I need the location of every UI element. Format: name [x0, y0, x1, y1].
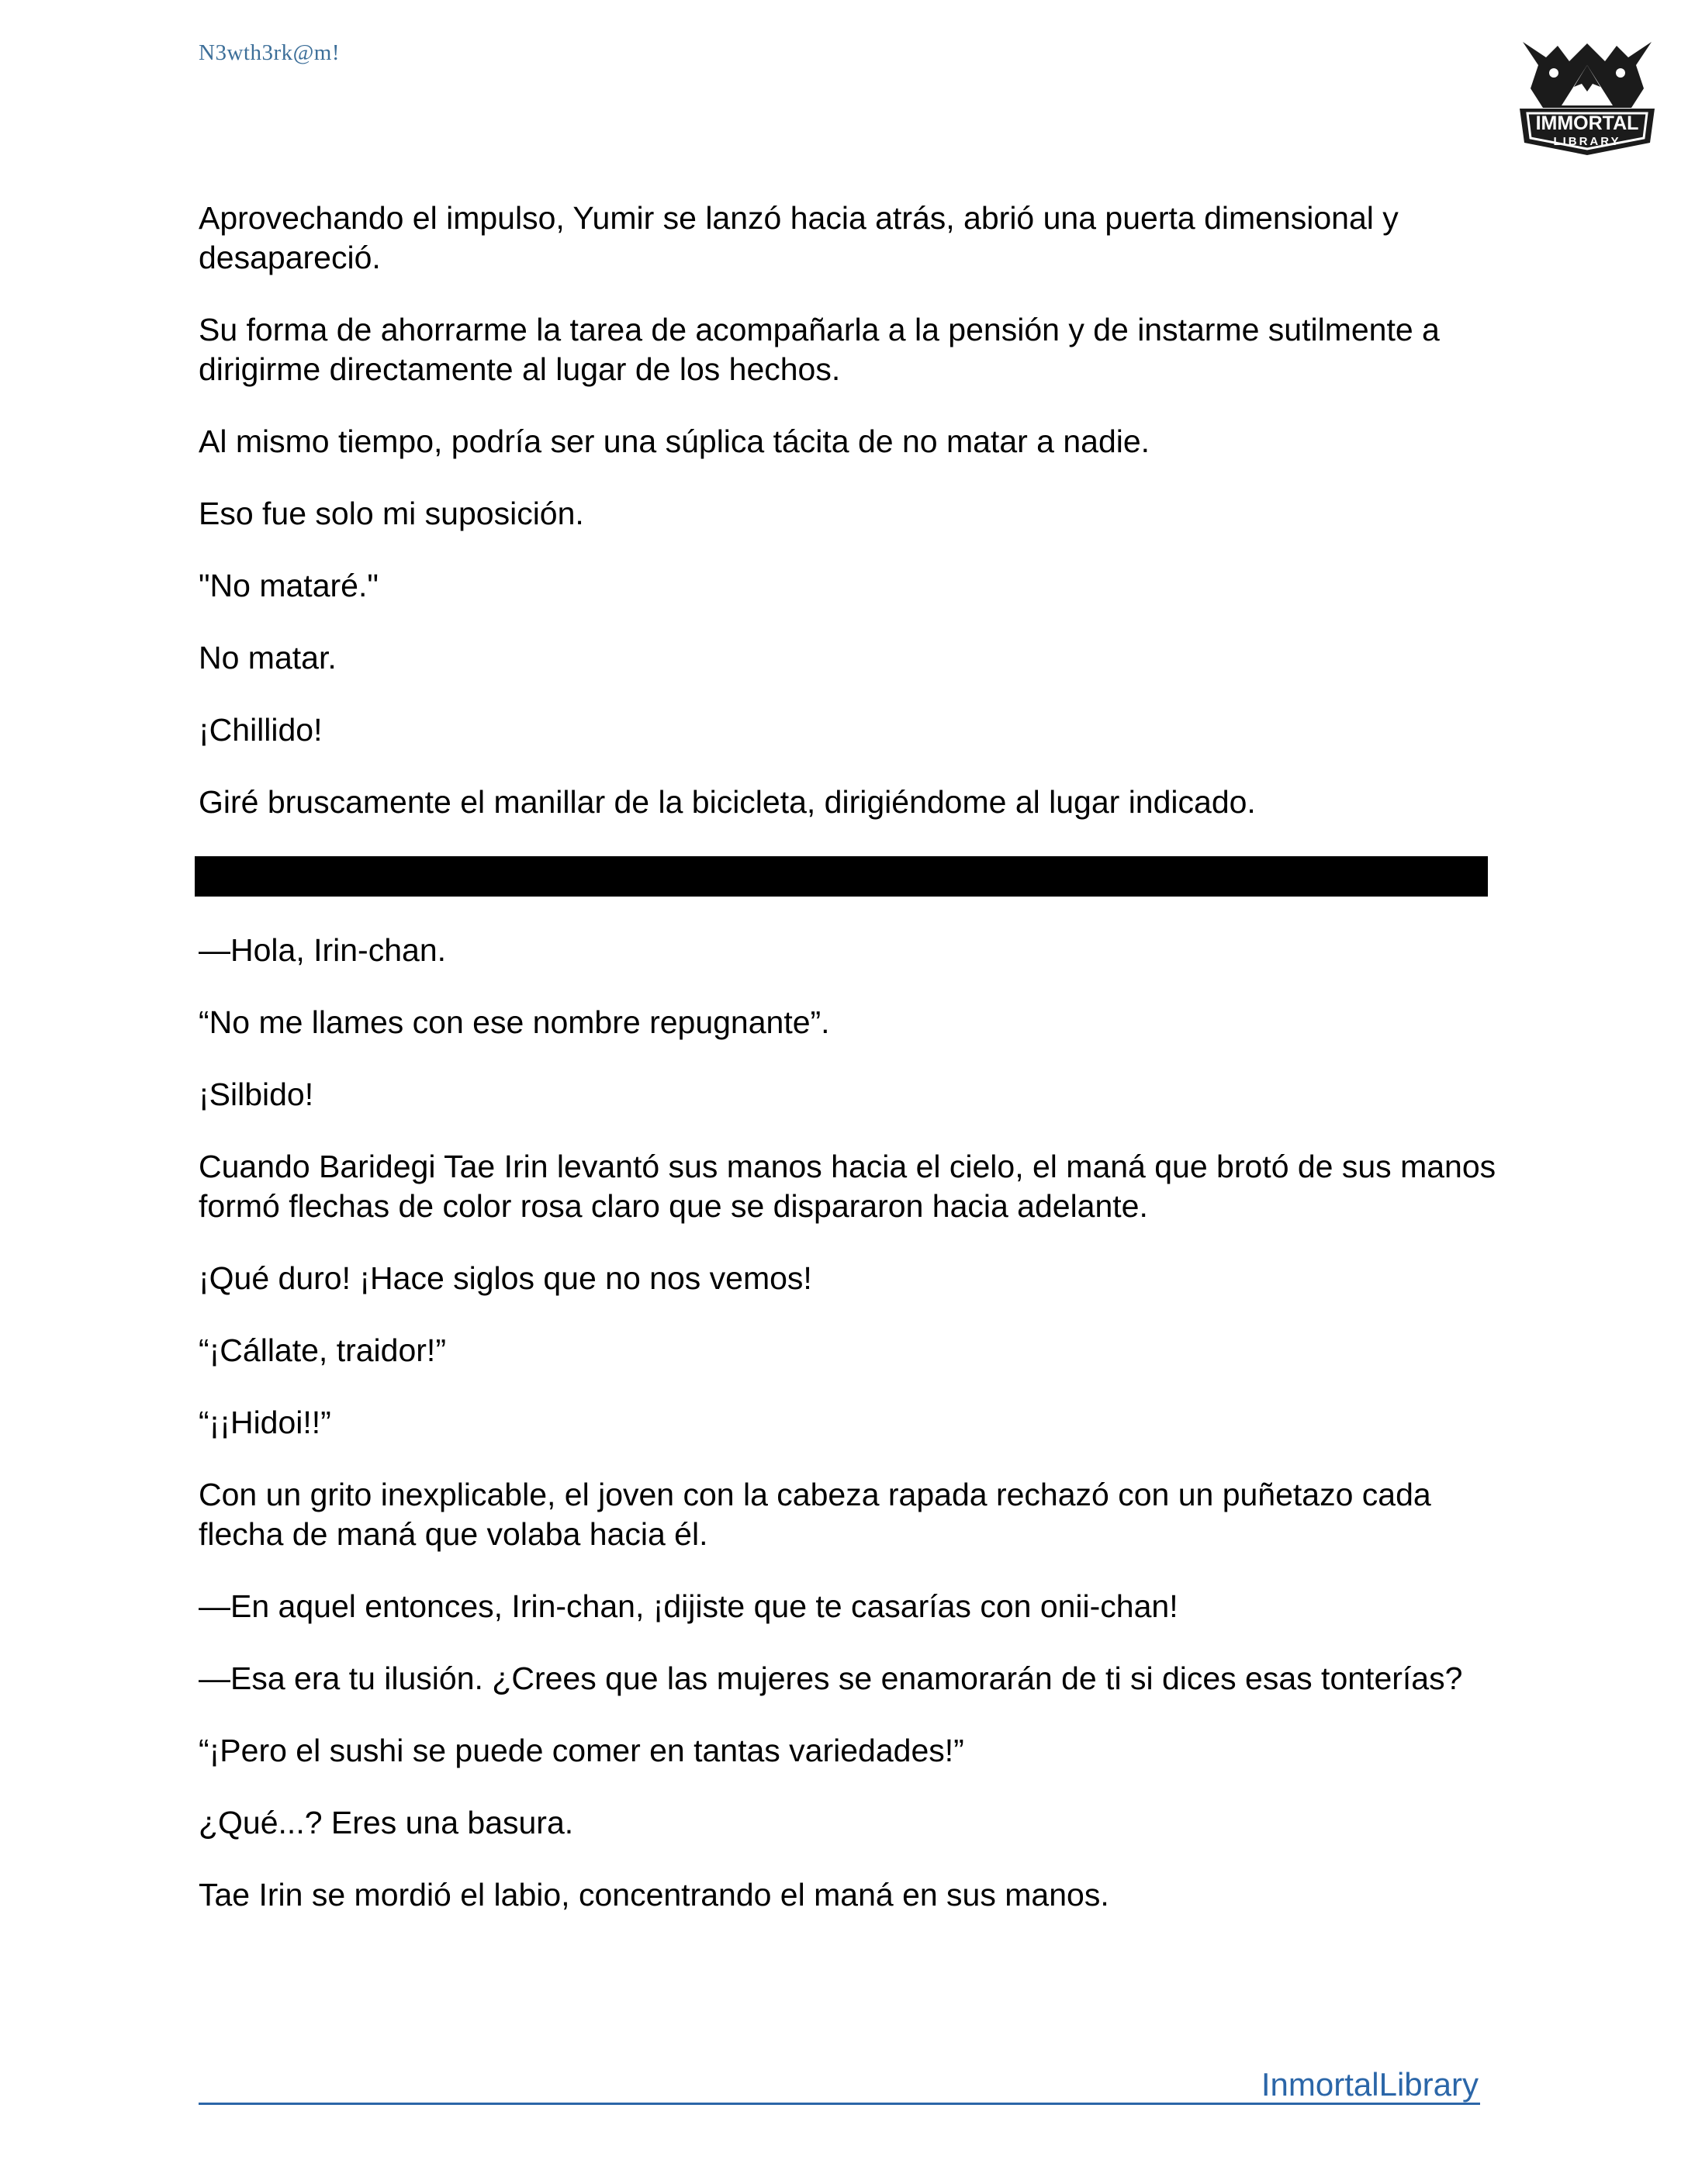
paragraph: ¡Silbido!	[199, 1076, 314, 1112]
paragraph: Cuando Baridegi Tae Irin levantó sus manos hacia el cielo, el maná que brotó de sus manos formó flechas de color rosa claro que se dispararon hacia adelante.	[199, 1149, 1496, 1224]
paragraph: “¡Pero el sushi se puede comer en tantas variedades!”	[199, 1733, 964, 1768]
paragraph: —En aquel entonces, Irin-chan, ¡dijiste que te casarías con onii-chan!	[199, 1588, 1178, 1624]
logo-line1: IMMORTAL	[1535, 112, 1639, 134]
section-separator-bar	[195, 856, 1488, 897]
paragraph: Su forma de ahorrarme la tarea de acompañarla a la pensión y de instarme sutilmente a dirigirme directamente al lugar de los hechos.	[199, 312, 1440, 387]
paragraph: —Hola, Irin-chan.	[199, 932, 447, 968]
paragraph: ¿Qué...? Eres una basura.	[199, 1805, 574, 1840]
watermark-text: N3wth3rk@m!	[199, 40, 341, 65]
paragraph: No matar.	[199, 640, 337, 676]
footer-link[interactable]: InmortalLibrary	[1261, 2066, 1479, 2103]
paragraph: ¡Chillido!	[199, 712, 323, 748]
paragraph: Aprovechando el impulso, Yumir se lanzó hacia atrás, abrió una puerta dimensional y desapareció.	[199, 200, 1399, 275]
logo-line2: LIBRARY	[1553, 135, 1621, 148]
paragraph: “No me llames con ese nombre repugnante”.	[199, 1004, 830, 1040]
paragraph: Con un grito inexplicable, el joven con la cabeza rapada rechazó con un puñetazo cada flecha de maná que volaba hacia él.	[199, 1477, 1431, 1552]
paragraph: “¡¡Hidoi!!”	[199, 1405, 331, 1440]
paragraph: ¡Qué duro! ¡Hace siglos que no nos vemos!	[199, 1260, 812, 1296]
paragraph: Eso fue solo mi suposición.	[199, 496, 584, 531]
paragraph: —Esa era tu ilusión. ¿Crees que las mujeres se enamorarán de ti si dices esas tonterías?	[199, 1660, 1463, 1696]
paragraph: “¡Cállate, traidor!”	[199, 1332, 446, 1368]
section-one	[199, 192, 1517, 855]
immortal-library-logo	[1515, 34, 1659, 158]
paragraph: Giré bruscamente el manillar de la bicicleta, dirigiéndome al lugar indicado.	[199, 784, 1256, 820]
section-two	[199, 931, 1517, 1947]
paragraph: Al mismo tiempo, podría ser una súplica tácita de no matar a nadie.	[199, 423, 1150, 459]
paragraph: "No mataré."	[199, 568, 379, 603]
paragraph: Tae Irin se mordió el labio, concentrando el maná en sus manos.	[199, 1877, 1109, 1913]
